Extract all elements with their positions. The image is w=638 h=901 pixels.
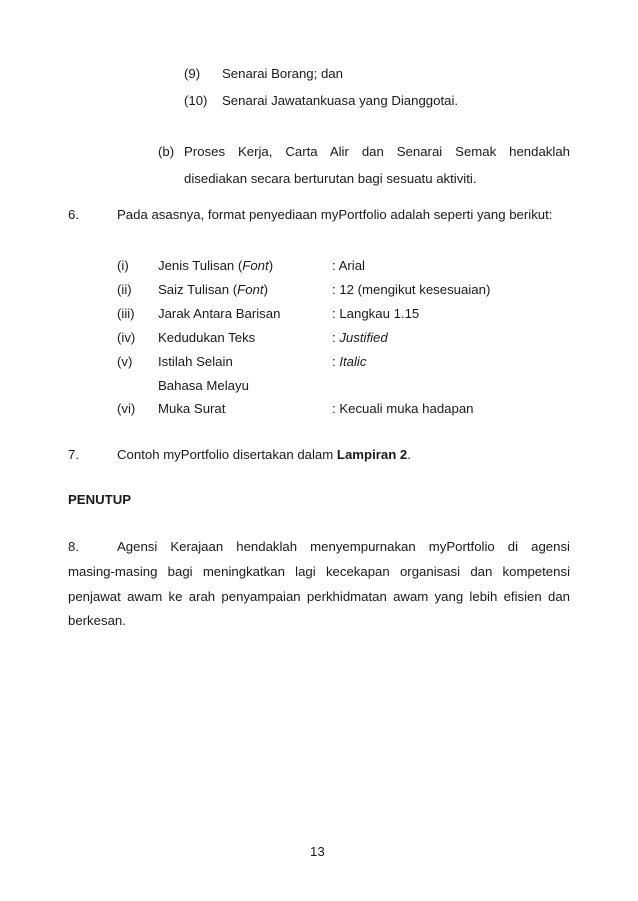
format-item-label: Kedudukan Teks — [158, 330, 256, 345]
format-item-num: (iii) — [117, 306, 135, 321]
format-item-value: : Arial — [332, 258, 365, 273]
item-b-line1: Proses Kerja, Carta Alir dan Senarai Semak hendaklah — [184, 144, 570, 159]
format-item-label: Jarak Antara Barisan — [158, 306, 281, 321]
para8-line4: berkesan. — [68, 613, 126, 628]
page-number: 13 — [310, 844, 325, 859]
format-item-value: : Italic — [332, 354, 367, 369]
para8-line2: masing-masing bagi meningkatkan lagi kecekapan organisasi dan kompetensi — [68, 564, 570, 579]
format-item-label: Jenis Tulisan (Font) — [158, 258, 274, 273]
format-item-value: : Justified — [332, 330, 388, 345]
sublist-text: Senarai Jawatankuasa yang Dianggotai. — [222, 93, 459, 108]
para7-text: Contoh myPortfolio disertakan dalam Lampiran 2. — [117, 447, 411, 462]
format-item-label: Saiz Tulisan (Font) — [158, 282, 268, 297]
sublist-num: (9) — [184, 66, 201, 81]
para7-number: 7. — [68, 447, 79, 462]
item-b-label: (b) — [158, 144, 175, 159]
format-item-label: Muka Surat — [158, 401, 226, 416]
format-item-value: : 12 (mengikut kesesuaian) — [332, 282, 491, 297]
sublist-num: (10) — [184, 93, 208, 108]
para8-line3: penjawat awam ke arah penyampaian perkhidmatan awam yang lebih efisien dan — [68, 589, 570, 604]
item-b-line2: disediakan secara berturutan bagi sesuatu aktiviti. — [184, 171, 477, 186]
format-item-num: (ii) — [117, 282, 132, 297]
para8-line1: Agensi Kerajaan hendaklah menyempurnakan myPortfolio di agensi — [117, 539, 570, 554]
format-item-label: Istilah Selain — [158, 354, 233, 369]
section-heading: PENUTUP — [68, 492, 132, 507]
format-item-num: (i) — [117, 258, 129, 273]
para8-number: 8. — [68, 539, 79, 554]
para6-number: 6. — [68, 207, 79, 222]
format-item-num: (vi) — [117, 401, 136, 416]
format-item-label-line2: Bahasa Melayu — [158, 378, 249, 393]
format-item-value: : Langkau 1.15 — [332, 306, 420, 321]
para6-text: Pada asasnya, format penyediaan myPortfolio adalah seperti yang berikut: — [117, 207, 553, 222]
format-item-num: (v) — [117, 354, 133, 369]
format-item-value: : Kecuali muka hadapan — [332, 401, 474, 416]
format-item-num: (iv) — [117, 330, 136, 345]
sublist-text: Senarai Borang; dan — [222, 66, 343, 81]
